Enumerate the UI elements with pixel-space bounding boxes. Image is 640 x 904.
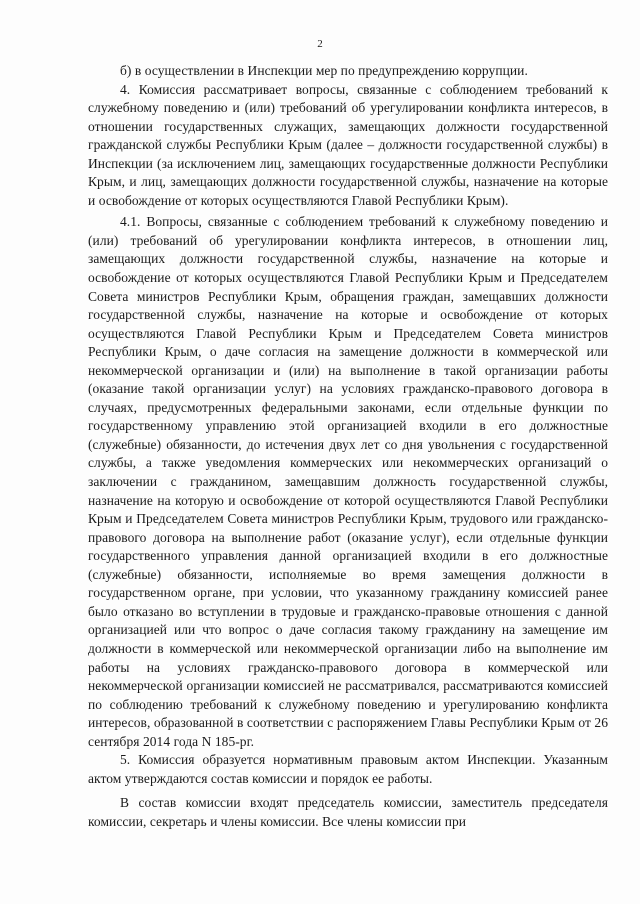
paragraph-3b: б) в осуществлении в Инспекции мер по предупреждению коррупции. — [120, 63, 528, 78]
paragraph-commission-composition: В состав комиссии входят председатель комиссии, заместитель председателя комиссии, секретарь и члены комиссии. Все члены комиссии при — [88, 795, 608, 829]
paragraph-4-1: 4.1. Вопросы, связанные с соблюдением требований к служебному поведению и (или) требований об урегулировании конфликта интересов, в отношении лиц, замещающих должности государственной службы, назначение на которые и освобождение от которых осуществляются Главой Республики Крым и Председателем Совета министров Республики Крым, обращения граждан, замещавших должности государственной службы, назначение на которые и освобождение от которых осуществляются Главой Республики Крым и Председателем Совета министров Республики Крым, о даче согласия на замещение должности в коммерческой или некоммерческой организации и (или) на выполнение в такой организации работы (оказание такой организации услуг) на условиях гражданско-правового договора в случаях, предусмотренных федеральными законами, если отдельные функции по государственному управлению этой организацией входили в его должностные (служебные) обязанности, до истечения двух лет со дня увольнения с государственной службы, а также уведомления коммерческих или некоммерческих организаций о заключении с гражданином, замещавшим должность государственной службы, назначение на которую и освобождение от которой осуществляются Главой Республики Крым и Председателем Совета министров Республики Крым, трудового или гражданско-правового договора на выполнение работ (оказание услуг), если отдельные функции государственного управления данной организацией входили в его должностные (служебные) обязанности, исполняемые во время замещения должности в государственном органе, при условии, что указанному гражданину комиссией ранее было отказано во вступлении в трудовые и гражданско-правовые отношения с данной организацией или что вопрос о даче согласия такому гражданину на замещение им должности в коммерческой или некоммерческой организации либо на выполнение им работы на условиях гражданско-правового договора в коммерческой или некоммерческой организации комиссией не рассматривался, рассматриваются комиссией по соблюдению требований к служебному поведению и урегулированию конфликта интересов, образованной в соответствии с распоряжением Главы Республики Крым от 26 сентября 2014 года N 185-рг. — [88, 214, 608, 749]
paragraph-5: 5. Комиссия образуется нормативным правовым актом Инспекции. Указанным актом утверждаются состав комиссии и порядок ее работы. — [88, 752, 608, 786]
document-text — [88, 62, 608, 831]
paragraph-4: 4. Комиссия рассматривает вопросы, связанные с соблюдением требований к служебному поведению и (или) требований об урегулировании конфликта интересов, в отношении государственных служащих, замещающих должности государственной гражданской службы Республики Крым (далее – должности государственной службы) в Инспекции (за исключением лиц, замещающих государственные должности Республики Крым, и лиц, замещающих должности государственной службы, назначение на которые и освобождение от которых осуществляются Главой Республики Крым). — [88, 81, 608, 208]
page-number: 2 — [317, 38, 323, 50]
